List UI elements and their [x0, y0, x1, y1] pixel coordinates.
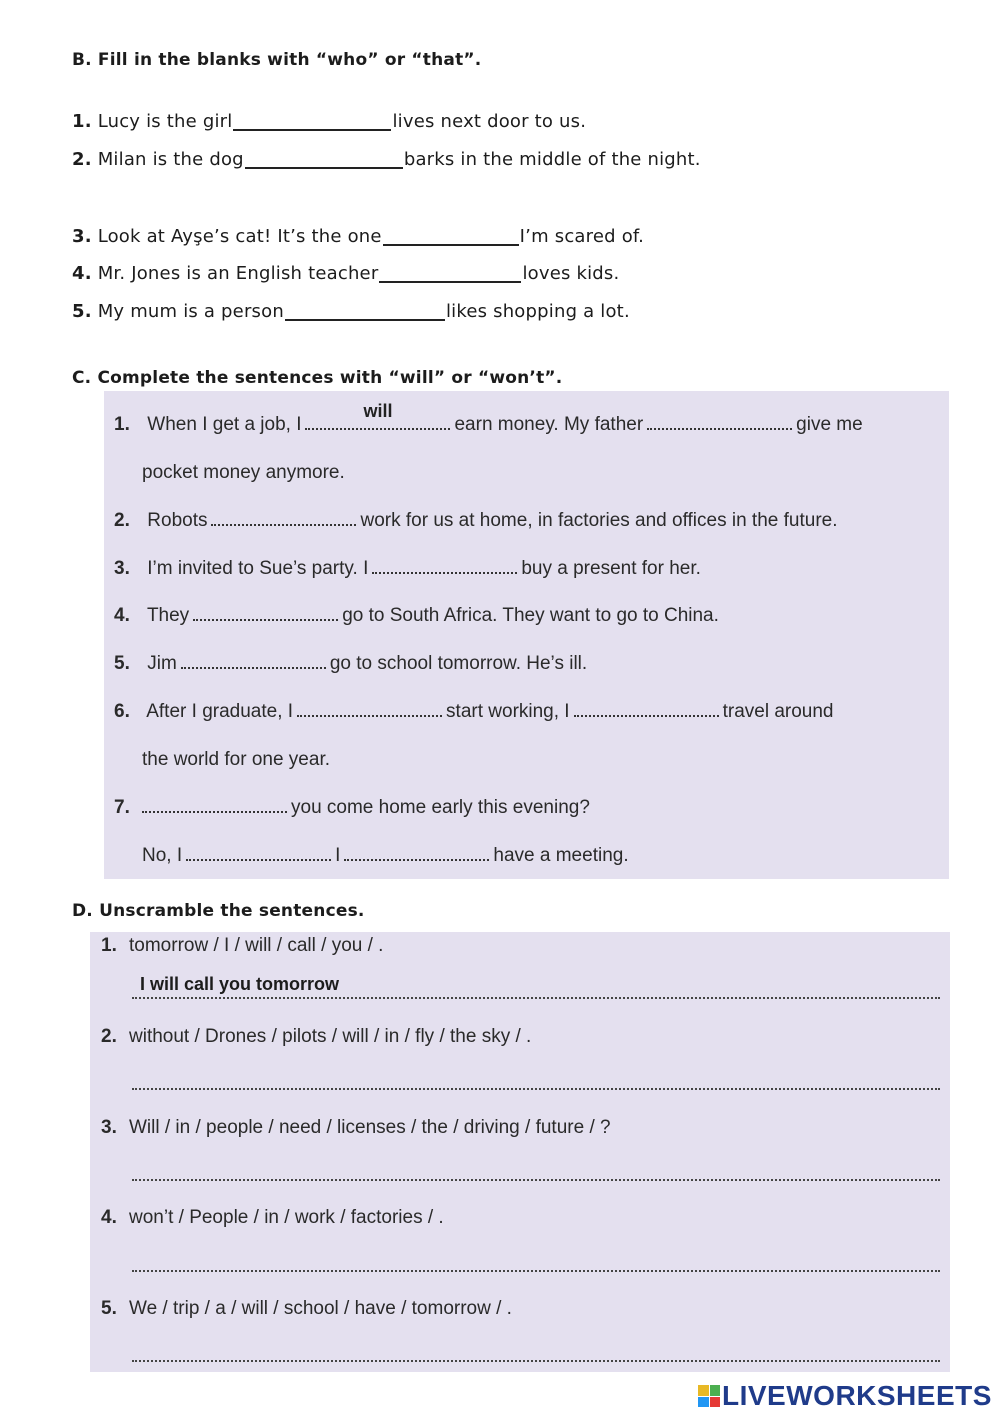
- sentence-part: travel around: [722, 701, 834, 722]
- b-item-1: [72, 111, 586, 132]
- sentence-part: After I graduate, I: [146, 701, 294, 722]
- scrambled-words: won’t / People / in / work / factories / .: [129, 1207, 444, 1228]
- answer-line[interactable]: [132, 1340, 940, 1362]
- sentence-part: give me: [796, 414, 863, 435]
- d-item-5: [101, 1298, 512, 1320]
- sentence-end: likes shopping a lot.: [445, 301, 630, 322]
- sentence-start: My mum is a person: [97, 301, 284, 322]
- d-item-4: [101, 1207, 444, 1229]
- answer-line[interactable]: [132, 1250, 940, 1272]
- blank-input[interactable]: [372, 558, 517, 574]
- c-item-1-line2: pocket money anymore.: [142, 462, 345, 483]
- sentence-part: buy a present for her.: [521, 558, 701, 579]
- item-number: 7.: [114, 797, 130, 818]
- sentence-end: I’m scared of.: [519, 226, 645, 247]
- sentence-start: Lucy is the girl: [97, 111, 233, 132]
- c-item-6-line2: the world for one year.: [142, 749, 330, 770]
- item-number: 2.: [72, 149, 92, 170]
- item-number: 4.: [101, 1207, 117, 1228]
- logo-badge-icon: [698, 1385, 720, 1407]
- c-item-3: [114, 558, 701, 580]
- d-item-3: [101, 1117, 611, 1139]
- blank-input[interactable]: [379, 281, 521, 283]
- c-item-2: [114, 510, 838, 532]
- logo-text: LIVEWORKSHEETS: [722, 1380, 992, 1411]
- blank-input[interactable]: [285, 319, 445, 321]
- scrambled-words: without / Drones / pilots / will / in / fly / the sky / .: [129, 1026, 532, 1047]
- c-item-1: [114, 401, 863, 436]
- sentence-end: lives next door to us.: [392, 111, 587, 132]
- sentence-start: Mr. Jones is an English teacher: [97, 263, 379, 284]
- item-number: 5.: [114, 653, 130, 674]
- item-number: 1.: [72, 111, 92, 132]
- d-item-1: [101, 935, 383, 957]
- item-number: 4.: [114, 605, 130, 626]
- blank-input[interactable]: [574, 701, 719, 717]
- blank-input[interactable]: [142, 797, 287, 813]
- sentence-part: I’m invited to Sue’s party. I: [147, 558, 369, 579]
- blank-input[interactable]: [647, 414, 792, 430]
- item-number: 1.: [114, 414, 130, 435]
- item-number: 3.: [114, 558, 130, 579]
- item-number: 4.: [72, 263, 92, 284]
- sentence-part: Robots: [147, 510, 208, 531]
- b-item-3: [72, 226, 644, 247]
- sentence-part: work for us at home, in factories and offices in the future.: [360, 510, 838, 531]
- sentence-part: Jim: [147, 653, 177, 674]
- answer-line[interactable]: [132, 1068, 940, 1090]
- filled-answer: I will call you tomorrow: [140, 974, 340, 994]
- sentence-start: Milan is the dog: [97, 149, 244, 170]
- item-number: 5.: [101, 1298, 117, 1319]
- c-item-7: [114, 797, 590, 819]
- sentence-end: barks in the middle of the night.: [403, 149, 701, 170]
- section-c-heading: C. Complete the sentences with “will” or “won’t”.: [72, 368, 563, 388]
- section-b-heading: B. Fill in the blanks with “who” or “that”.: [72, 50, 482, 70]
- blank-input[interactable]: [383, 244, 519, 246]
- d-item-2: [101, 1026, 531, 1048]
- sentence-part: go to school tomorrow. He’s ill.: [329, 653, 588, 674]
- sentence-part: go to South Africa. They want to go to China.: [342, 605, 719, 626]
- sentence-part: They: [146, 605, 190, 626]
- c-item-7-line2: [142, 845, 629, 867]
- blank-input[interactable]: [211, 510, 356, 526]
- c-item-4: [114, 605, 719, 627]
- sentence-part: When I get a job, I: [147, 414, 302, 435]
- section-d-heading: D. Unscramble the sentences.: [72, 901, 365, 921]
- scrambled-words: We / trip / a / will / school / have / tomorrow / .: [129, 1298, 512, 1319]
- filled-answer: will: [363, 401, 393, 421]
- b-item-2: [72, 149, 701, 170]
- b-item-4: [72, 263, 619, 284]
- c-item-6: [114, 701, 834, 723]
- sentence-part: No, I: [142, 845, 183, 866]
- blank-input[interactable]: [305, 401, 450, 430]
- item-number: 5.: [72, 301, 92, 322]
- answer-line[interactable]: [132, 1159, 940, 1181]
- blank-input[interactable]: [297, 701, 442, 717]
- sentence-part: have a meeting.: [493, 845, 629, 866]
- blank-input[interactable]: [181, 653, 326, 669]
- blank-input[interactable]: [193, 605, 338, 621]
- scrambled-words: Will / in / people / need / licenses / the / driving / future / ?: [129, 1117, 611, 1138]
- blank-input[interactable]: [245, 167, 403, 169]
- item-number: 1.: [101, 935, 117, 956]
- item-number: 2.: [101, 1026, 117, 1047]
- item-number: 2.: [114, 510, 130, 531]
- sentence-start: Look at Ayşe’s cat! It’s the one: [97, 226, 382, 247]
- answer-line[interactable]: [132, 974, 940, 999]
- blank-input[interactable]: [344, 845, 489, 861]
- scrambled-words: tomorrow / I / will / call / you / .: [129, 935, 384, 956]
- item-number: 6.: [114, 701, 130, 722]
- blank-input[interactable]: [186, 845, 331, 861]
- sentence-part: I: [335, 845, 341, 866]
- sentence-end: loves kids.: [522, 263, 620, 284]
- liveworksheets-logo[interactable]: [698, 1380, 992, 1412]
- item-number: 3.: [101, 1117, 117, 1138]
- c-item-5: [114, 653, 587, 675]
- blank-input[interactable]: [233, 129, 391, 131]
- b-item-5: [72, 301, 630, 322]
- item-number: 3.: [72, 226, 92, 247]
- sentence-part: start working, I: [446, 701, 570, 722]
- sentence-part: earn money. My father: [454, 414, 644, 435]
- sentence-part: you come home early this evening?: [291, 797, 590, 818]
